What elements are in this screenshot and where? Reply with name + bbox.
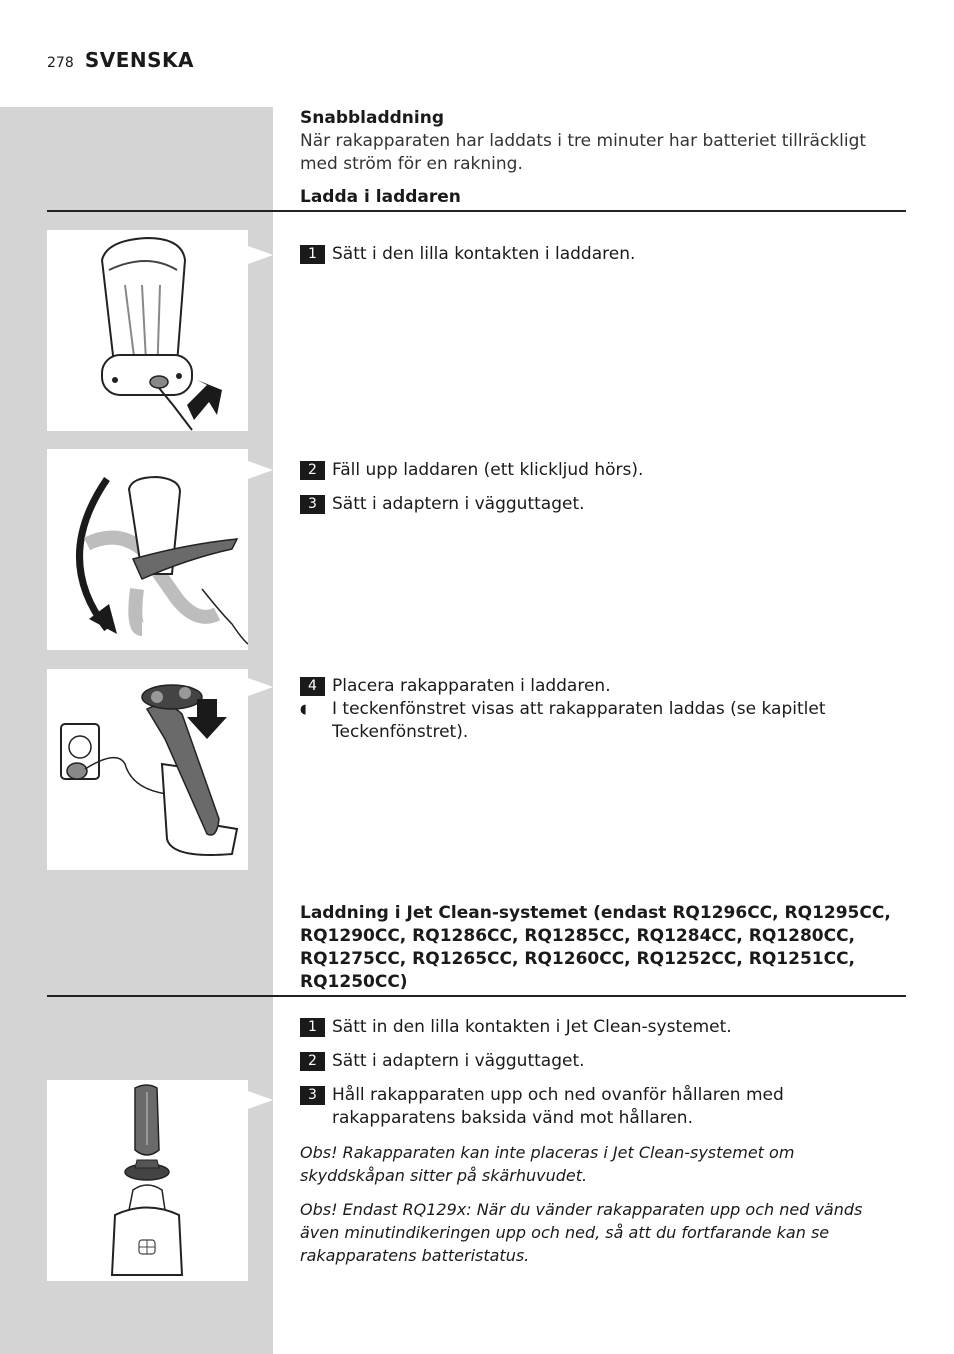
step-number: 1 bbox=[300, 245, 325, 264]
jet-note-1: Obs! Rakapparaten kan inte placeras i Jet Clean-systemet om skyddskåpan sitter på skärhuvudet. bbox=[300, 1143, 795, 1185]
step-text: Sätt in den lilla kontakten i Jet Clean-systemet. bbox=[332, 1017, 732, 1037]
charger-step-2 bbox=[300, 459, 900, 482]
illustration-pointer bbox=[248, 678, 273, 696]
quick-charge-heading: Snabbladdning bbox=[300, 108, 444, 128]
illustration-pointer bbox=[248, 461, 273, 479]
illustration-pointer bbox=[248, 246, 273, 264]
page-number: 278 bbox=[47, 55, 74, 71]
step-number: 2 bbox=[300, 1052, 325, 1071]
page-header bbox=[47, 48, 194, 72]
step-text: Sätt i den lilla kontakten i laddaren. bbox=[332, 244, 636, 264]
illustration-jet-clean-system bbox=[47, 1080, 248, 1281]
charger-result bbox=[300, 698, 900, 744]
result-text: I teckenfönstret visas att rakapparaten laddas (se kapitlet Teckenfönstret). bbox=[332, 699, 826, 742]
illustration-fold-up-charger bbox=[47, 449, 248, 650]
section-divider bbox=[47, 210, 906, 212]
quick-charge-text: När rakapparaten har laddats i tre minuter har batteriet tillräckligt med ström för en rakning. bbox=[300, 131, 867, 174]
result-arrow-icon: ◖ bbox=[300, 702, 307, 717]
step-number: 3 bbox=[300, 1086, 325, 1105]
step-number: 2 bbox=[300, 461, 325, 480]
section-divider bbox=[47, 995, 906, 997]
step-number: 1 bbox=[300, 1018, 325, 1037]
language-heading: SVENSKA bbox=[84, 48, 194, 72]
jet-step-3 bbox=[300, 1084, 900, 1130]
illustration-shaver-in-charger bbox=[47, 669, 248, 870]
illustration-plug-into-charger bbox=[47, 230, 248, 431]
illustration-pointer bbox=[248, 1091, 273, 1109]
step-number: 3 bbox=[300, 495, 325, 514]
step-text: Fäll upp laddaren (ett klickljud hörs). bbox=[332, 460, 644, 480]
jet-step-2 bbox=[300, 1050, 900, 1073]
step-text: Placera rakapparaten i laddaren. bbox=[332, 676, 611, 696]
step-text: Håll rakapparaten upp och ned ovanför hållaren med rakapparatens baksida vänd mot hållaren. bbox=[332, 1085, 784, 1128]
step-number: 4 bbox=[300, 677, 325, 696]
jet-note-2: Obs! Endast RQ129x: När du vänder rakapparaten upp och ned vänds även minutindikeringen upp och ned, så att du fortfarande kan se rakapparatens batteristatus. bbox=[300, 1200, 863, 1265]
charger-heading: Ladda i laddaren bbox=[300, 187, 461, 207]
step-text: Sätt i adaptern i vägguttaget. bbox=[332, 1051, 585, 1071]
charger-step-3 bbox=[300, 493, 900, 516]
jet-clean-heading: Laddning i Jet Clean-systemet (endast RQ1296CC, RQ1295CC, RQ1290CC, RQ1286CC, RQ1285CC, RQ1284CC, RQ1280CC, RQ1275CC, RQ1265CC, RQ1260CC, RQ1252CC, RQ1251CC, RQ1250CC) bbox=[300, 903, 891, 992]
jet-step-1 bbox=[300, 1016, 900, 1039]
charger-step-1 bbox=[300, 243, 900, 266]
step-text: Sätt i adaptern i vägguttaget. bbox=[332, 494, 585, 514]
charger-step-4 bbox=[300, 675, 900, 698]
